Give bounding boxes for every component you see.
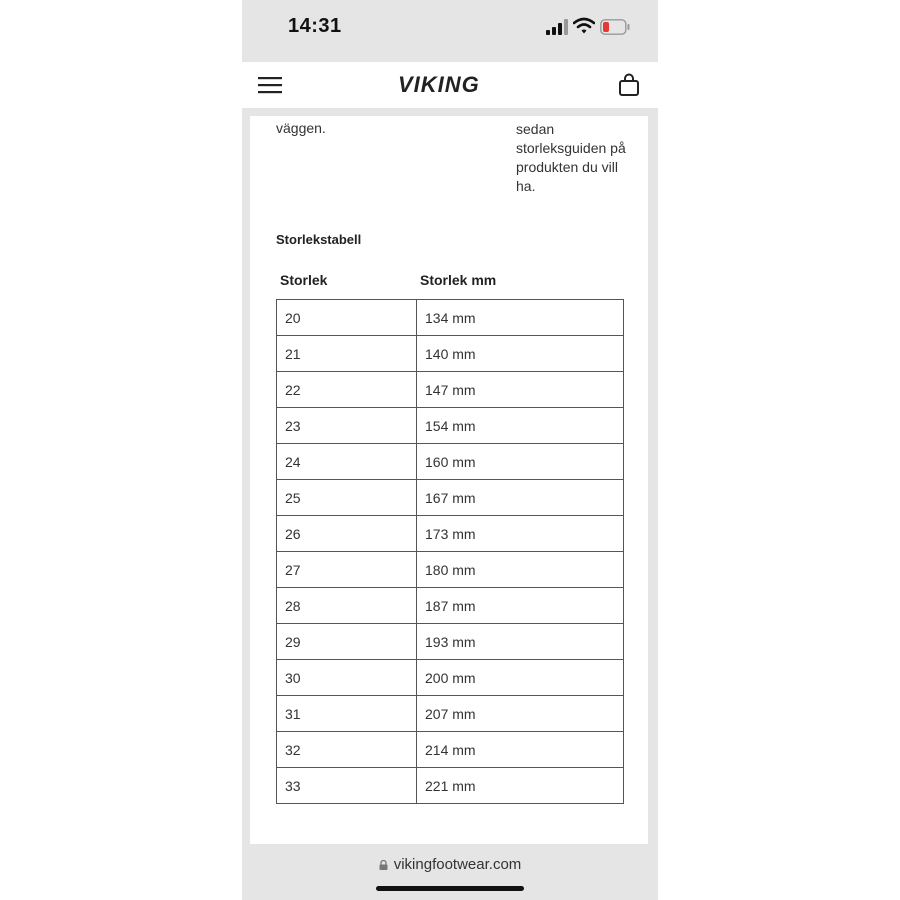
size-mm-cell: 214 mm (417, 732, 624, 768)
status-bar (242, 0, 658, 50)
table-row (277, 624, 624, 660)
size-mm-cell: 207 mm (417, 696, 624, 732)
wifi-icon (573, 17, 595, 35)
table-row (277, 552, 624, 588)
size-cell: 29 (277, 624, 417, 660)
size-cell: 33 (277, 768, 417, 804)
shopping-bag-icon[interactable] (618, 73, 640, 97)
brand-logo[interactable]: VIKING (398, 72, 480, 97)
size-cell: 22 (277, 372, 417, 408)
intro-line: storleksguiden på (516, 140, 626, 156)
status-time: 14:31 (288, 15, 342, 37)
intro-text-left: väggen. (276, 120, 326, 136)
size-mm-cell: 140 mm (417, 336, 624, 372)
size-mm-cell: 173 mm (417, 516, 624, 552)
hamburger-menu-icon[interactable] (258, 75, 282, 95)
table-row (277, 300, 624, 336)
table-row (277, 588, 624, 624)
size-mm-cell: 187 mm (417, 588, 624, 624)
size-mm-cell: 134 mm (417, 300, 624, 336)
home-indicator[interactable] (376, 886, 524, 891)
size-cell: 31 (277, 696, 417, 732)
size-cell: 30 (277, 660, 417, 696)
intro-line: produkten du vill (516, 159, 618, 175)
table-row (277, 732, 624, 768)
column-header-size-mm: Storlek mm (420, 272, 497, 288)
table-row (277, 408, 624, 444)
size-cell: 21 (277, 336, 417, 372)
table-row (277, 516, 624, 552)
size-cell: 32 (277, 732, 417, 768)
intro-line: ha. (516, 178, 536, 194)
table-row (277, 768, 624, 804)
column-header-size: Storlek (280, 272, 328, 288)
size-mm-cell: 193 mm (417, 624, 624, 660)
size-mm-cell: 180 mm (417, 552, 624, 588)
size-cell: 25 (277, 480, 417, 516)
cellular-signal-icon (546, 19, 570, 35)
battery-icon (600, 19, 630, 35)
size-table-title: Storlekstabell (276, 232, 362, 247)
table-row (277, 660, 624, 696)
table-row (277, 480, 624, 516)
url-display[interactable] (242, 856, 658, 873)
size-mm-cell: 221 mm (417, 768, 624, 804)
browser-address-bar[interactable] (242, 846, 658, 900)
size-cell: 20 (277, 300, 417, 336)
table-row (277, 336, 624, 372)
size-mm-cell: 154 mm (417, 408, 624, 444)
size-cell: 26 (277, 516, 417, 552)
size-cell: 24 (277, 444, 417, 480)
lock-icon (379, 860, 388, 870)
page-content (250, 116, 648, 844)
phone-screen (242, 0, 658, 900)
url-text: vikingfootwear.com (393, 856, 522, 873)
size-cell: 28 (277, 588, 417, 624)
size-mm-cell: 167 mm (417, 480, 624, 516)
size-cell: 23 (277, 408, 417, 444)
size-cell: 27 (277, 552, 417, 588)
site-header (242, 62, 658, 108)
size-mm-cell: 147 mm (417, 372, 624, 408)
size-mm-cell: 160 mm (417, 444, 624, 480)
table-row (277, 372, 624, 408)
size-mm-cell: 200 mm (417, 660, 624, 696)
intro-text-right (516, 120, 636, 196)
intro-line: sedan (516, 121, 555, 137)
table-row (277, 696, 624, 732)
size-table (276, 299, 624, 804)
table-row (277, 444, 624, 480)
